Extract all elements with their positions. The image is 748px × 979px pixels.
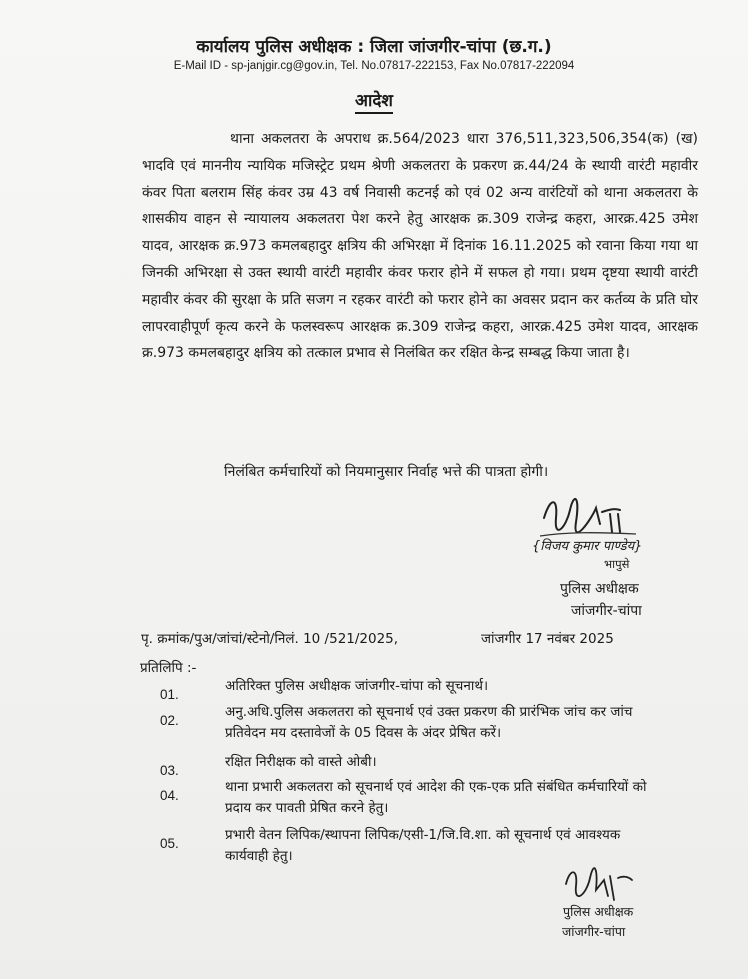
signatory-rank: भापुसे	[604, 557, 630, 571]
copy-item-text: थाना प्रभारी अकलतरा को सूचनार्थ एवं आदेश की एक-एक प्रति संबंधित कर्मचारियों को प्रदाय कर पावती प्रेषित करने हेतु।	[225, 779, 647, 816]
copy-item-number: 03.	[160, 763, 179, 778]
signatory-designation: पुलिस अधीक्षक	[560, 581, 639, 597]
signature-mark	[560, 862, 640, 906]
allowance-note: निलंबित कर्मचारियों को नियमानुसार निर्वाह भत्ते की पात्रता होगी।	[224, 464, 549, 480]
copy-signatory-district: जांजगीर-चांपा	[562, 924, 626, 939]
copy-item-number: 05.	[160, 836, 179, 851]
order-body: थाना अकलतरा के अपराध क्र.564/2023 धारा 376,511,323,506,354(क) (ख) भादवि एवं माननीय न्यायिक मजिस्ट्रेट प्रथम श्रेणी अकलतरा के प्रकरण क्र.44/24 के स्थायी वारंटी महावीर कंवर पिता बलराम सिंह कंवर उम्र 43 वर्ष निवासी कटनई को एवं 02 अन्य वारंटियों को थाना अकलतरा के शासकीय वाहन से न्यायालय अकलतरा पेश करने हेतु आरक्षक क्र.309 राजेन्द्र कहरा, आरक्र.425 उमेश यादव, आरक्षक क्र.973 कमलबहादुर क्षत्रिय की अभिरक्षा में दिनांक 16.11.2025 को रवाना किया गया था जिनकी अभिरक्षा से उक्त स्थायी वारंटी महावीर कंवर फरार होने में सफल हो गया। प्रथम दृष्टया स्थायी वारंटी महावीर कंवर की सुरक्षा के प्रति सजग न रहकर वारंटी को फरार होने का अवसर प्रदान कर कर्तव्य के प्रति घोर लापरवाहीपूर्ण कृत्य करने के फलस्वरूप आरक्षक क्र.309 राजेन्द्र कहरा, आरक्र.425 उमेश यादव, आरक्षक क्र.973 कमलबहादुर क्षत्रिय को तत्काल प्रभाव से निलंबित कर रक्षित केन्द्र सम्बद्ध किया जाता है।	[142, 131, 698, 362]
copy-item-number: 02.	[160, 713, 179, 728]
office-title: कार्यालय पुलिस अधीक्षक : जिला जांजगीर-चांपा (छ.ग.)	[196, 37, 552, 57]
copy-item-text: अनु.अधि.पुलिस अकलतरा को सूचनार्थ एवं उक्त प्रकरण की प्रारंभिक जांच कर जांच प्रतिवेदन मय दस्तावेजों के 05 दिवस के अंदर प्रेषित करें।	[225, 704, 633, 741]
order-heading	[0, 88, 748, 111]
copy-signatory-designation: पुलिस अधीक्षक	[563, 904, 634, 919]
signatory-district: जांजगीर-चांपा	[571, 603, 642, 619]
copy-item-number: 04.	[160, 788, 179, 803]
copy-item-text: प्रभारी वेतन लिपिक/स्थापना लिपिक/एसी-1/जि.वि.शा. को सूचनार्थ एवं आवश्यक कार्यवाही हेतु।	[225, 827, 621, 864]
copy-item-text: अतिरिक्त पुलिस अधीक्षक जांजगीर-चांपा को सूचनार्थ।	[225, 678, 489, 694]
order-heading-text: आदेश	[355, 91, 393, 114]
dispatch-reference: पृ. क्रमांक/पुअ/जांचां/स्टेनो/निलं. 10 /521/2025,	[141, 631, 399, 647]
copy-heading: प्रतिलिपि :-	[140, 660, 197, 676]
copy-item-number: 01.	[160, 687, 179, 702]
copy-item-text: रक्षित निरीक्षक को वास्ते ओबी।	[225, 754, 377, 770]
contact-line: E-Mail ID - sp-janjgir.cg@gov.in, Tel. No.07817-222153, Fax No.07817-222094	[173, 60, 575, 72]
dispatch-place-date: जांजगीर 17 नवंबर 2025	[481, 631, 614, 647]
signatory-name: {विजय कुमार पाण्डेय}	[532, 539, 643, 554]
